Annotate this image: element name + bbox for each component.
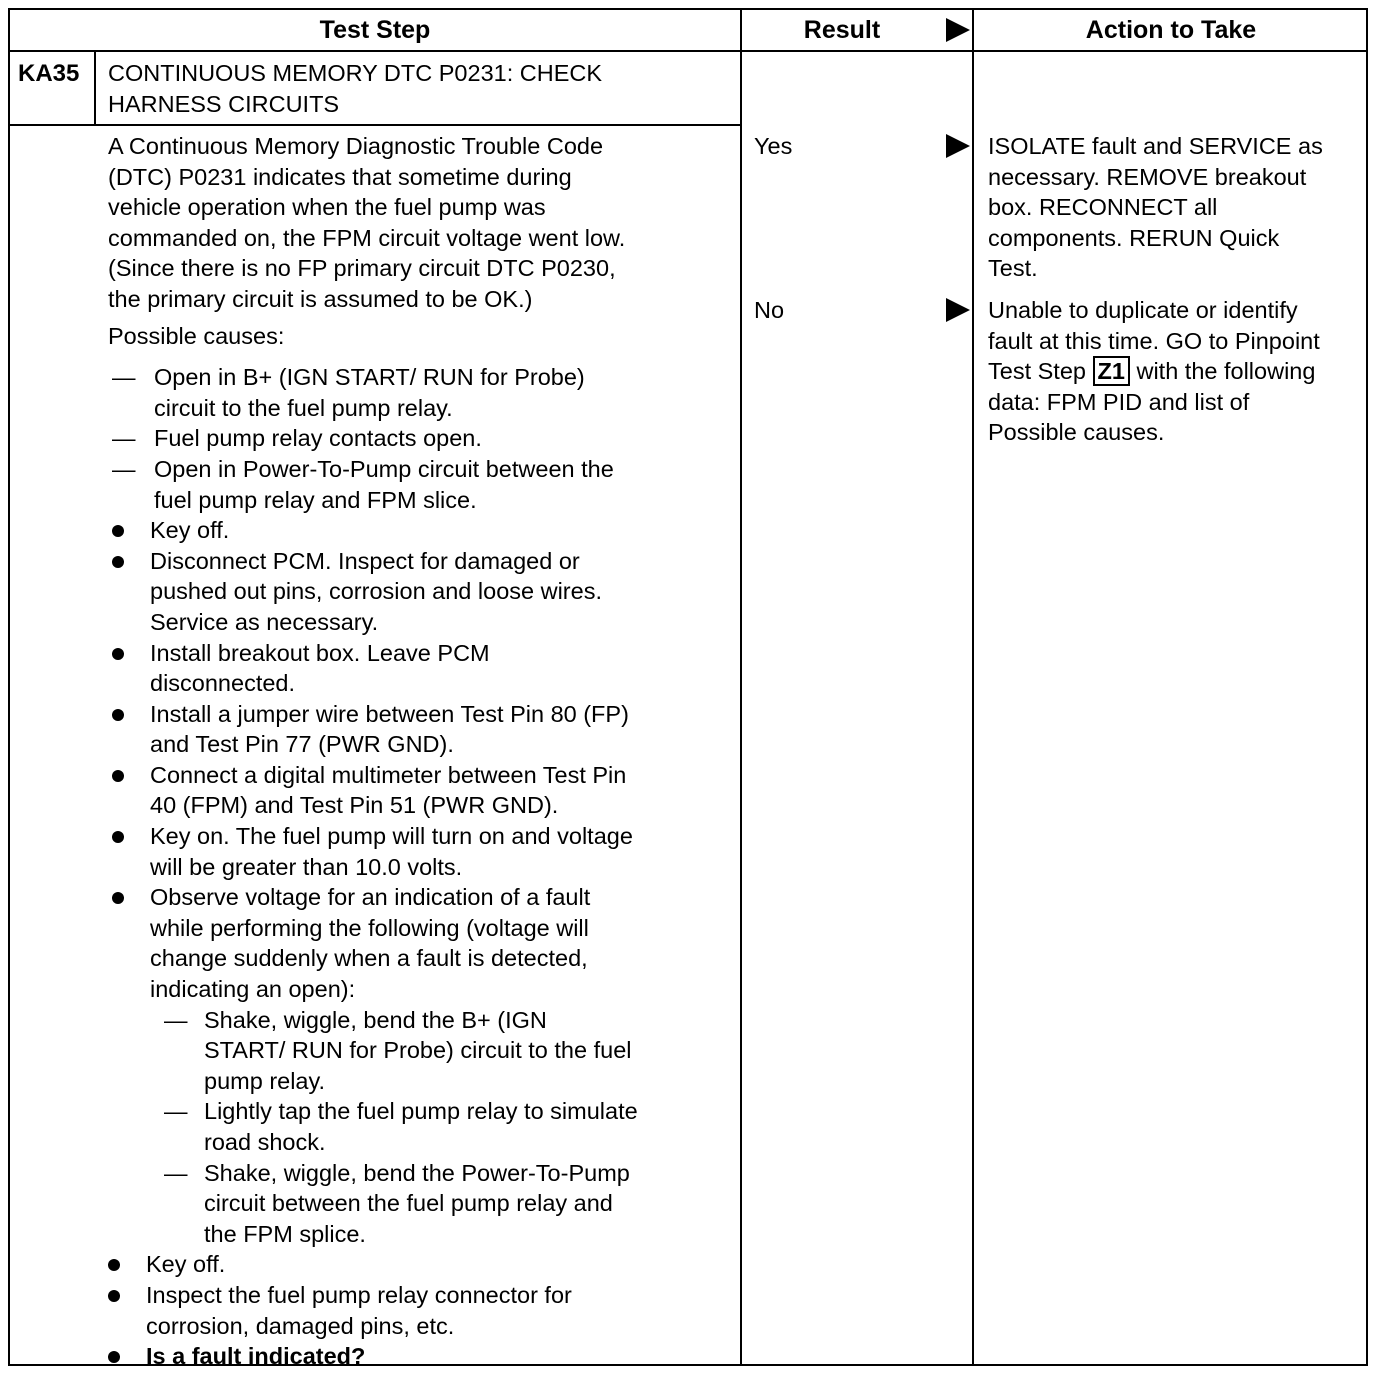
step-line: Inspect the fuel pump relay connector for [146,1281,572,1308]
step-line: Key off. [150,517,230,544]
step-id: KA35 [18,60,80,87]
dash-icon: — [164,1006,188,1033]
step-line: Disconnect PCM. Inspect for damaged or [150,547,580,574]
dash-icon: — [164,1098,188,1125]
step-line: will be greater than 10.0 volts. [150,853,463,880]
sub-step-line: START/ RUN for Probe) circuit to the fuel [204,1037,632,1064]
cause-item [108,454,733,515]
action-line: components. RERUN Quick [988,224,1280,251]
causes-list [108,362,733,515]
action-line: data: FPM PID and list of [988,388,1250,415]
action-line: Unable to duplicate or identify [988,297,1298,323]
step-line: disconnected. [150,670,296,697]
bullet-icon [112,709,124,721]
sub-step-line: Shake, wiggle, bend the B+ (IGN [204,1006,547,1033]
procedure-step [108,638,733,699]
possible-causes-label: Possible causes: [108,322,285,349]
procedure-step [108,882,733,1004]
step-id-divider [94,50,96,126]
bullet-icon [108,1259,120,1271]
step-line: indicating an open): [150,976,356,1003]
pinpoint-step-link[interactable]: Z1 [1093,356,1130,386]
action-line: Possible causes. [988,419,1165,446]
step-line: change suddenly when a fault is detected, [150,945,588,972]
step-title-divider [10,124,740,126]
result-no-arrow-icon [946,298,970,322]
action-line: Test. [988,255,1038,282]
action-text: Test Step [988,358,1093,385]
cause-item [108,423,733,454]
result-no: No [754,297,785,323]
sub-step [108,1158,733,1250]
step-line: Key on. The fuel pump will turn on and voltage [150,823,633,850]
sub-step-line: the FPM splice. [204,1220,366,1247]
cause-line: Fuel pump relay contacts open. [154,425,482,452]
question-step [104,1341,733,1372]
action-text: with the following [1129,358,1316,385]
dash-icon: — [112,455,136,482]
result-yes: Yes [754,133,793,159]
column-divider-result [740,10,742,1364]
diagnostic-table [8,8,1368,1370]
result-yes-arrow-icon [946,134,970,158]
sub-step-line: pump relay. [204,1067,326,1094]
sub-steps [108,1005,733,1250]
step-line: Service as necessary. [150,608,379,635]
description-line: A Continuous Memory Diagnostic Trouble Code [108,133,604,159]
step-line: and Test Pin 77 (PWR GND). [150,731,454,758]
description-line: commanded on, the FPM circuit voltage went low. [108,224,626,251]
cause-item [108,362,733,423]
step-title-line: CONTINUOUS MEMORY DTC P0231: CHECK [108,60,603,86]
header-test-step: Test Step [319,15,431,44]
step-line: while performing the following (voltage will [150,914,589,941]
question-text: Is a fault indicated? [146,1343,366,1370]
step-line: Key off. [146,1251,226,1278]
step-line: corrosion, damaged pins, etc. [146,1312,455,1339]
procedure-steps [108,515,733,1005]
bullet-icon [112,770,124,782]
description-line: vehicle operation when the fuel pump was [108,194,546,221]
step-line: Install breakout box. Leave PCM [150,639,490,666]
action-line: necessary. REMOVE breakout [988,163,1307,190]
procedure-step [108,699,733,760]
description-line: (Since there is no FP primary circuit DTC P0230, [108,255,616,282]
procedure-step [108,515,733,546]
column-divider-action [972,10,974,1364]
sub-step-line: road shock. [204,1129,326,1155]
step-line: Install a jumper wire between Test Pin 80 (FP) [150,700,629,727]
procedure-step [104,1280,733,1341]
cause-line: circuit to the fuel pump relay. [154,394,453,421]
description-line: (DTC) P0231 indicates that sometime during [108,163,572,190]
step-title-line: HARNESS CIRCUITS [108,90,340,117]
bullet-icon [112,556,124,568]
header-action: Action to Take [1085,15,1257,44]
bullet-icon [112,525,124,537]
dash-icon: — [112,364,136,391]
cause-line: Open in B+ (IGN START/ RUN for Probe) [154,364,585,391]
bullet-icon [108,1290,120,1302]
step-line: 40 (FPM) and Test Pin 51 (PWR GND). [150,792,559,819]
step-line: Connect a digital multimeter between Test Pin [150,761,627,788]
dash-icon: — [164,1159,188,1186]
sub-step [108,1096,733,1157]
sub-step [108,1005,733,1097]
sub-step-line: circuit between the fuel pump relay and [204,1190,613,1217]
action-yes [988,131,1323,284]
action-no [988,295,1320,448]
cause-line: fuel pump relay and FPM slice. [154,486,477,513]
bullet-icon [108,1351,120,1363]
action-line: ISOLATE fault and SERVICE as [988,133,1323,159]
header-result: Result [803,15,881,44]
action-line [988,356,1320,387]
step-title [108,58,602,119]
procedure-step [104,1249,733,1280]
header-divider [10,50,1366,52]
final-steps [104,1249,733,1371]
test-step-body [108,131,733,1372]
dash-icon: — [112,425,136,452]
cause-line: Open in Power-To-Pump circuit between the [154,455,614,482]
bullet-icon [112,831,124,843]
action-line: fault at this time. GO to Pinpoint [988,327,1320,354]
header-arrow-icon [946,18,970,42]
procedure-step [108,546,733,638]
description-line: the primary circuit is assumed to be OK.) [108,285,533,312]
bullet-icon [112,648,124,660]
procedure-step [108,760,733,821]
procedure-step [108,821,733,882]
description [108,131,733,315]
step-line: Observe voltage for an indication of a fault [150,884,591,911]
action-line: box. RECONNECT all [988,194,1218,221]
sub-step-line: Shake, wiggle, bend the Power-To-Pump [204,1159,630,1186]
bullet-icon [112,892,124,904]
step-line: pushed out pins, corrosion and loose wires. [150,578,602,605]
sub-step-line: Lightly tap the fuel pump relay to simulate [204,1098,638,1125]
